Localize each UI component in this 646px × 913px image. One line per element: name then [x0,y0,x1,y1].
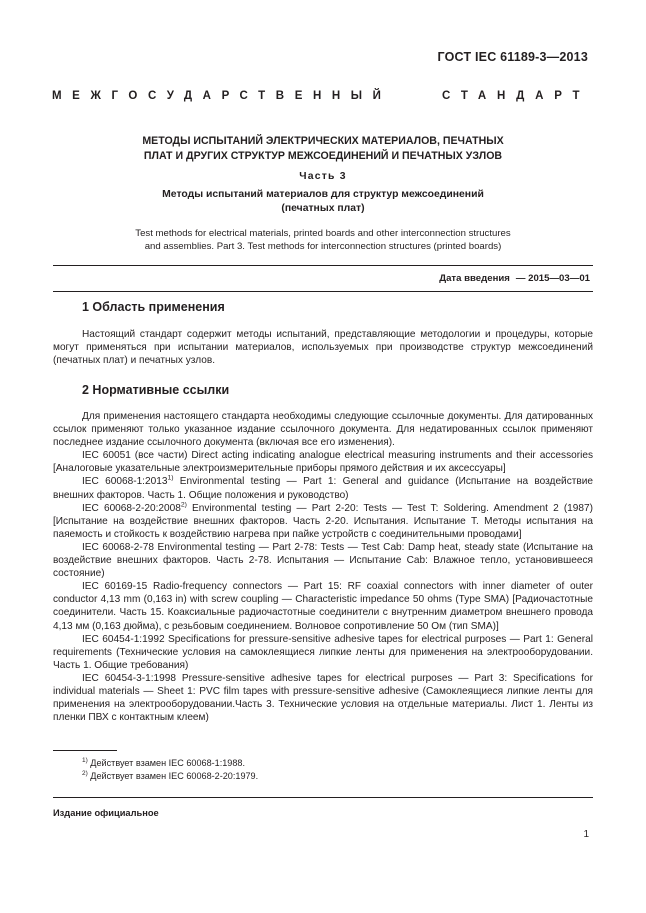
footnote-mark: 1) [82,756,88,764]
footnote-item [82,757,258,770]
reference-code: IEC 60068-1:2013 [82,476,168,488]
footnote-text: Действует взамен IEC 60068-1:1988. [87,758,245,768]
title-line-2: ПЛАТ И ДРУГИХ СТРУКТУР МЕЖСОЕДИНЕНИЙ И ПЕЧАТНЫХ УЗЛОВ [143,150,503,162]
edition-label: Издание официальное [53,808,159,818]
reference-text: Specifications for pressure-sensitive adhesive tapes for electrical purposes — Part 1: General requirements (Технические условия на самоклеящиеся липкие ленты для применения на электрооборудовании. Часть 1. Общие требования) [53,633,593,671]
footnote-mark: 2) [180,501,187,509]
footnote-mark: 1) [167,475,174,483]
section-1-heading: 1 Область применения [82,300,225,314]
reference-text: Environmental testing — Part 2-78: Tests — Test Cab: Damp heat, steady state (Испытание на воздействие внешних факторов. Часть 2-78. Испытания — Испытание Cab: Влажное тепло, установившееся состояние) [53,541,594,580]
subtitle-line-2: (печатных плат) [281,203,365,214]
reference-text: Environmental testing — Part 1: General and guidance (Испытание на воздействие внешних факторов. Часть 1. Общие положения и руководство) [53,476,593,501]
reference-item [53,449,593,475]
footnote-mark: 2) [82,769,88,777]
reference-code: IEC 60068-2-20:2008 [82,502,181,514]
page-number: 1 [583,829,589,840]
standard-type-right: СТАНДАРТ [442,90,591,102]
subtitle-line-1: Методы испытаний материалов для структур межсоединений [162,189,484,200]
section-2-body [53,410,593,724]
reference-code: IEC 60454-3-1:1998 [82,672,176,684]
reference-item [53,633,593,672]
standard-type-left: МЕЖГОСУДАРСТВЕННЫЙ [52,90,392,102]
intro-date-label: Дата введения [439,273,510,284]
section-1-paragraph: Настоящий стандарт содержит методы испытаний, представляющие методологии и процедуры, которые могут применяться при испытании материалов, используемых при производстве структур межсоединений (печатных плат) и печатных узлов. [53,329,593,367]
footer-divider [53,797,593,798]
reference-text: Direct acting indicating analogue electrical measuring instruments and their accessories [Аналоговые указательные электроизмерительные приборы прямого действия и их аксессуары] [53,450,594,475]
document-title-ru [0,134,646,164]
intro-date [439,273,590,284]
reference-item [53,475,593,501]
reference-item [53,541,593,580]
intro-date-value: — 2015—03—01 [515,273,590,284]
reference-code: IEC 60454-1:1992 [82,633,165,645]
title-line-1: МЕТОДЫ ИСПЫТАНИЙ ЭЛЕКТРИЧЕСКИХ МАТЕРИАЛОВ, ПЕЧАТНЫХ [142,135,504,147]
footnotes [82,757,258,783]
reference-code: IEC 60169-15 [82,581,148,593]
gost-number: ГОСТ IEC 61189-3—2013 [437,50,588,64]
reference-code: IEC 60068-2-78 [82,541,154,553]
section-2-heading: 2 Нормативные ссылки [82,383,230,397]
header-divider [53,265,593,266]
reference-text: Environmental testing — Part 2-20: Tests — Test T: Soldering. Amendment 2 (1987) [Испытание на воздействие внешних факторов. Часть 2-20. Испытания. Испытание Т. Методы испытания на паяемость и стойкость к воздействию нагрева при пайке устройств с соединительными проводами] [53,502,594,540]
part-label: Часть 3 [299,171,347,182]
document-title-en [0,227,646,253]
reference-item [53,672,593,724]
reference-text: Pressure-sensitive adhesive tapes for electrical purposes — Part 3: Specifications for individual materials — Sheet 1: PVC film tapes with pressure-sensitive adhesive (Самоклеящиеся липкие ленты для применения на электрооборудовании.Часть 3. Технические условия на отдельные материалы. Лист 1. Ленты из пленки ПВХ с контактным клеем) [53,672,593,724]
reference-item [53,580,593,632]
footnote-item [82,770,258,783]
footnote-text: Действует взамен IEC 60068-2-20:1979. [87,771,259,781]
section-2-intro: Для применения настоящего стандарта необходимы следующие ссылочные документы. Для датированных ссылок применяют только указанное издание ссылочного документа. Для недатированных ссылок применяют последнее издание ссылочного документа (включая все его изменения). [53,411,593,449]
date-divider [53,291,593,292]
footnote-divider [53,750,117,751]
reference-item [53,502,593,541]
title-en-line-1: Test methods for electrical materials, printed boards and other interconnection structures [135,228,511,239]
reference-text: Radio-frequency connectors — Part 15: RF coaxial connectors with inner diameter of outer conductor 4,13 mm (0,163 in) with screw coupling — Characteristic impedance 50 ohms (Type SMA) [Радиочастотные соединители. Часть 15. Коаксиальные радиочастотные соединители с внутренним диаметром внешнего провода 4,13 мм (0,163 дюйма), с резьбовым соединением. Волновое сопротивление 50 Ом (тип SMA)] [53,581,594,632]
section-1-body [53,328,593,367]
document-subtitle-ru [0,188,646,216]
reference-code: IEC 60051 (все части) [82,450,188,462]
title-en-line-2: and assemblies. Part 3. Test methods for interconnection structures (printed boards) [144,241,502,252]
